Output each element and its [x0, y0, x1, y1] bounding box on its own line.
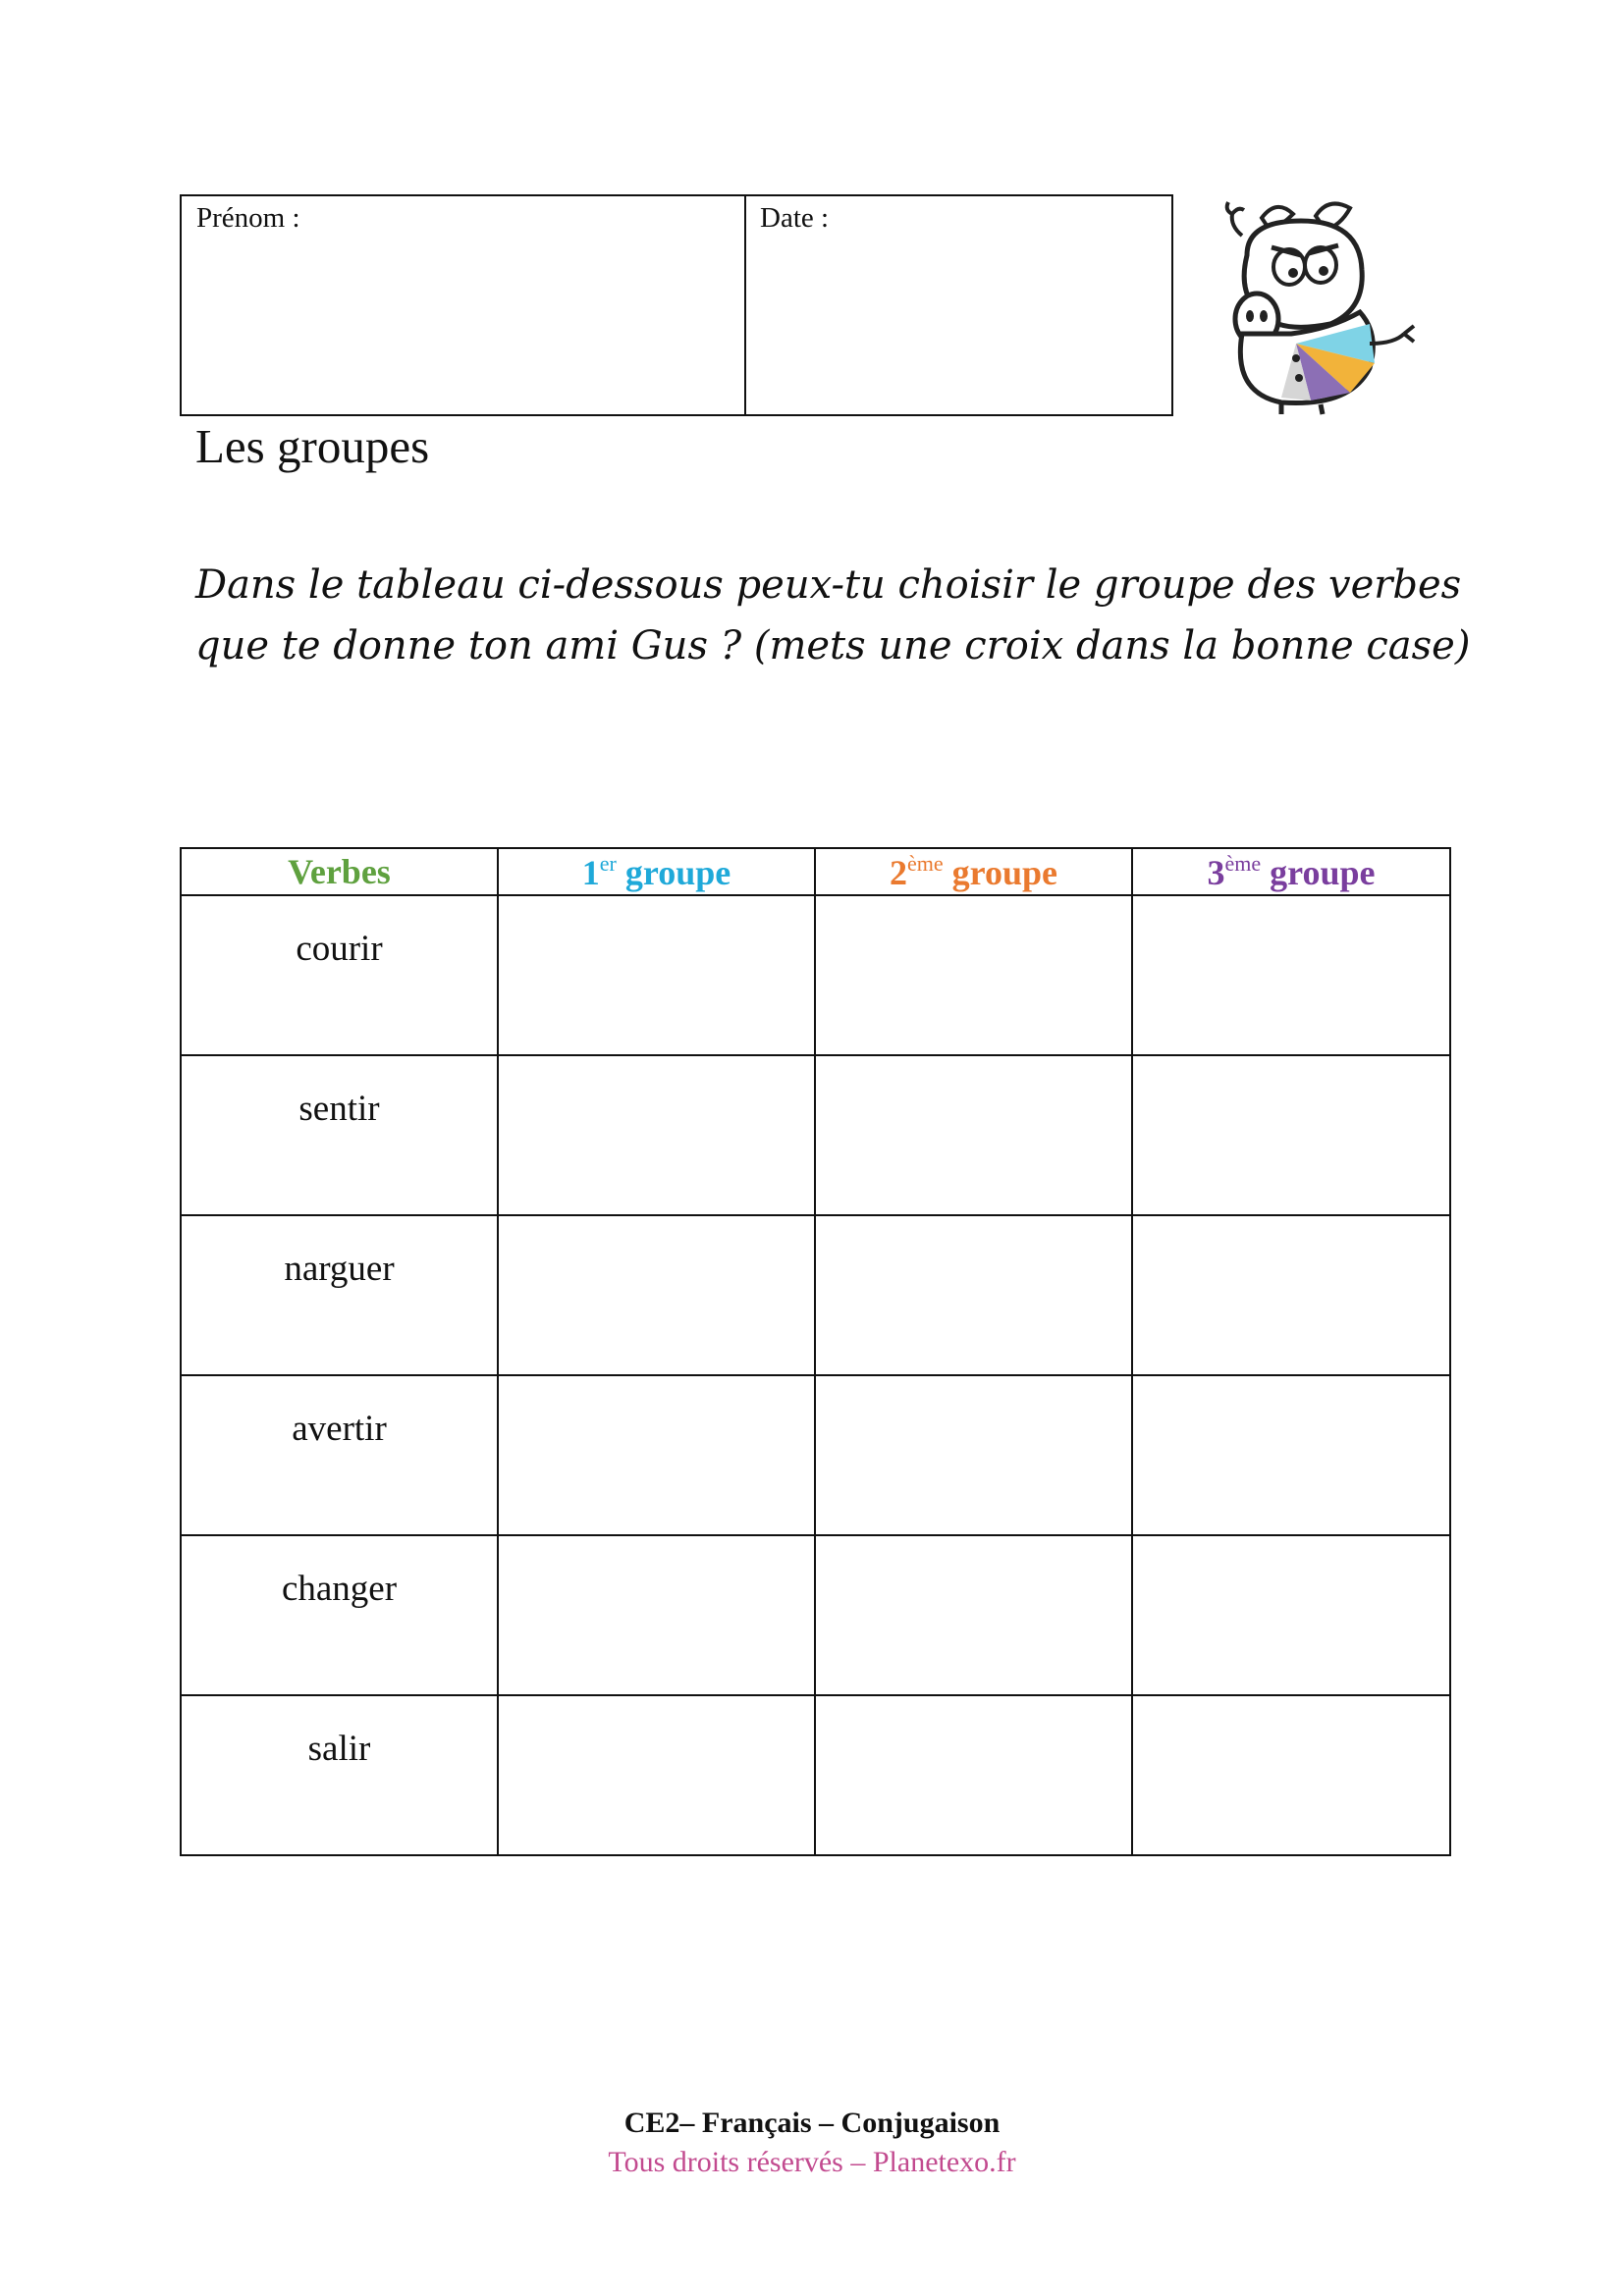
table-row: [181, 1695, 1450, 1855]
group2-checkbox-cell[interactable]: [815, 1695, 1132, 1855]
table-row: [181, 1055, 1450, 1215]
verb-cell: sentir: [181, 1055, 498, 1215]
date-field[interactable]: [746, 196, 1171, 414]
group2-checkbox-cell[interactable]: [815, 1215, 1132, 1375]
col-group1-header: 1er groupe: [498, 848, 815, 895]
footer-copyright: Tous droits réservés – Planetexo.fr: [608, 2146, 1016, 2178]
group1-checkbox-cell[interactable]: [498, 1215, 815, 1375]
name-field[interactable]: [182, 196, 746, 414]
table-row: [181, 1215, 1450, 1375]
group2-checkbox-cell[interactable]: [815, 1375, 1132, 1535]
col-group2-header: 2ème groupe: [815, 848, 1132, 895]
page-title: Les groupes: [195, 419, 430, 473]
group1-checkbox-cell[interactable]: [498, 1375, 815, 1535]
group2-checkbox-cell[interactable]: [815, 1055, 1132, 1215]
verb-cell: salir: [181, 1695, 498, 1855]
name-label: Prénom :: [196, 202, 300, 234]
verb-cell: avertir: [181, 1375, 498, 1535]
col-group3-header: 3ème groupe: [1132, 848, 1450, 895]
group3-checkbox-cell[interactable]: [1132, 1055, 1450, 1215]
group2-checkbox-cell[interactable]: [815, 1535, 1132, 1695]
footer-course-label: CE2– Français – Conjugaison: [623, 2107, 1001, 2139]
name-date-box: [180, 194, 1173, 416]
verb-cell: courir: [181, 895, 498, 1055]
sheep-mascot-icon: [1203, 196, 1424, 417]
group1-checkbox-cell[interactable]: [498, 895, 815, 1055]
group1-checkbox-cell[interactable]: [498, 1535, 815, 1695]
group3-checkbox-cell[interactable]: [1132, 1375, 1450, 1535]
verb-cell: narguer: [181, 1215, 498, 1375]
table-row: [181, 1535, 1450, 1695]
instructions-text: Dans le tableau ci-dessous peux-tu choisir le groupe des verbes que te donne ton ami Gus ? (mets une croix dans la bonne case): [195, 562, 1471, 668]
group1-checkbox-cell[interactable]: [498, 1055, 815, 1215]
group1-checkbox-cell[interactable]: [498, 1695, 815, 1855]
verb-cell: changer: [181, 1535, 498, 1695]
group3-checkbox-cell[interactable]: [1132, 895, 1450, 1055]
date-label: Date :: [760, 202, 830, 234]
group3-checkbox-cell[interactable]: [1132, 1695, 1450, 1855]
group3-checkbox-cell[interactable]: [1132, 1215, 1450, 1375]
verb-group-table: [180, 847, 1451, 1856]
group3-checkbox-cell[interactable]: [1132, 1535, 1450, 1695]
table-row: [181, 1375, 1450, 1535]
group2-checkbox-cell[interactable]: [815, 895, 1132, 1055]
col-verbes-header: Verbes: [181, 848, 498, 895]
table-row: [181, 895, 1450, 1055]
table-header-row: [181, 848, 1450, 895]
